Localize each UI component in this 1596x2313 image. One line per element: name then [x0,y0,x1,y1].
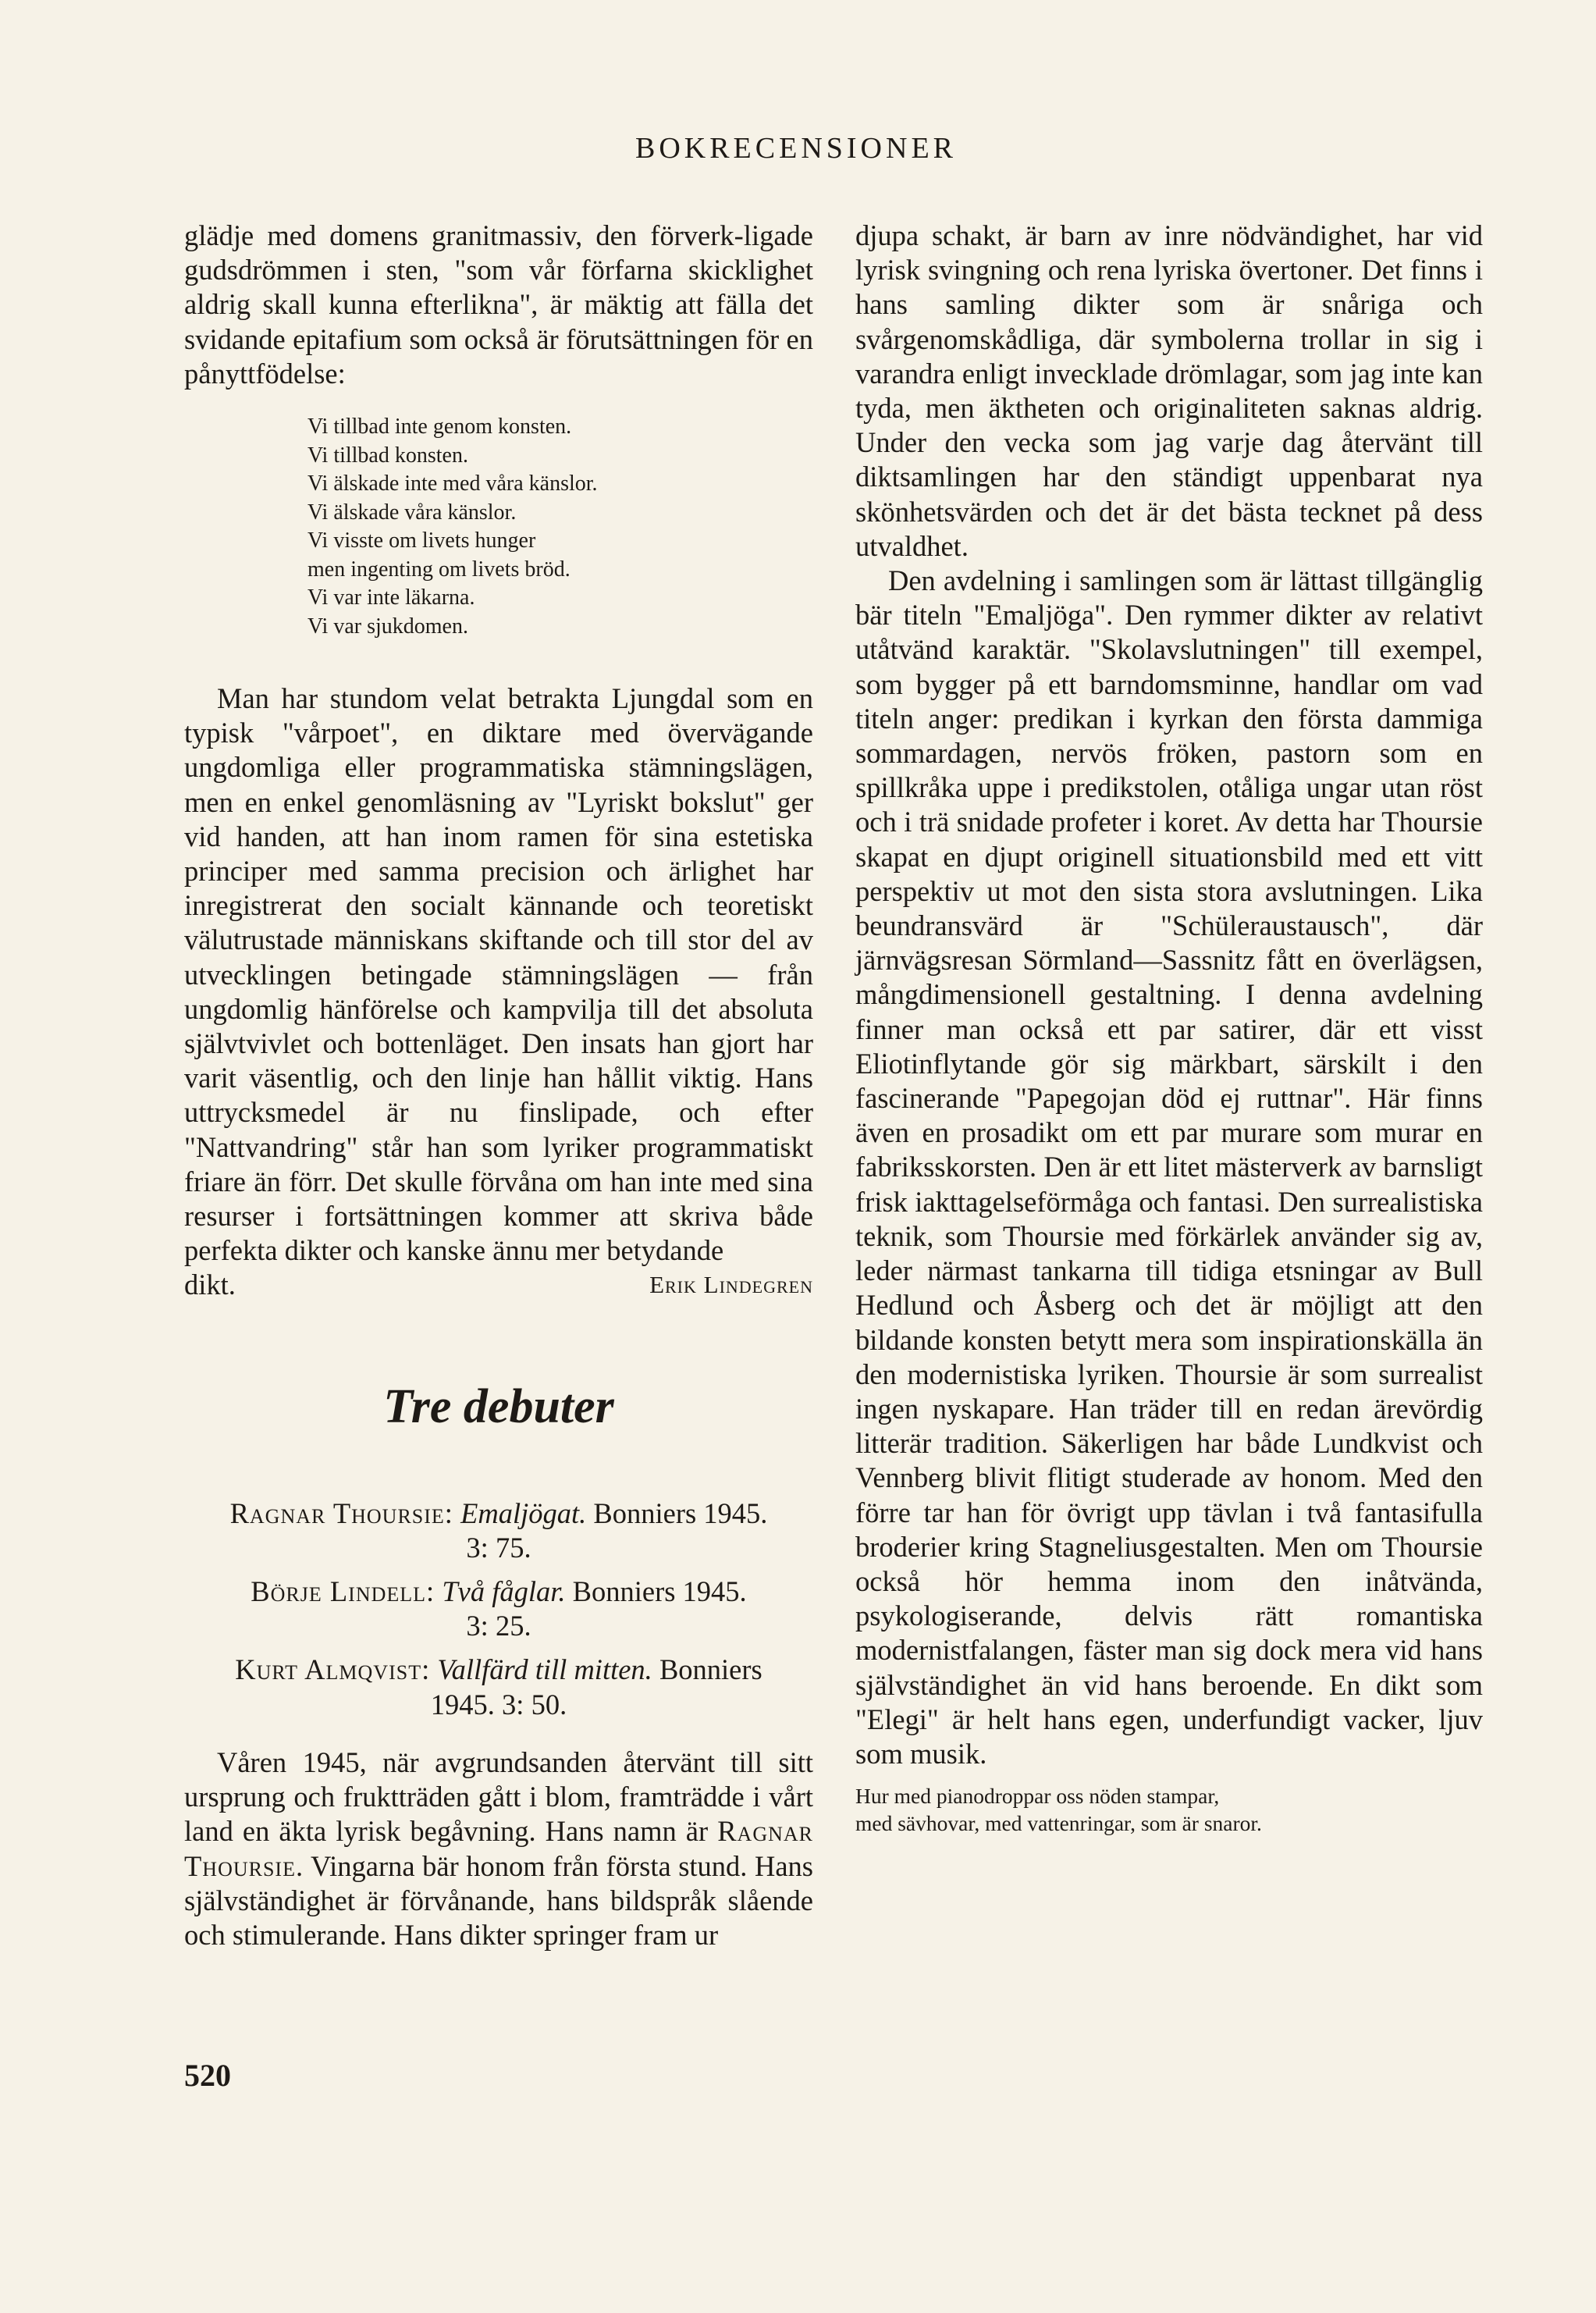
left-column [184,219,813,1952]
reviewer-signature: Erik Lindegren [649,1271,813,1299]
paragraph-djupa: djupa schakt, är barn av inre nödvändighet, har vid lyrisk svingning och rena lyriska övertoner. Det finns i hans samling dikter som är snåriga och svårgenomskådliga, där symbolerna trollar in sig i varandra enligt invecklade drömlagar, som jag inte kan tyda, men äktheten och originaliteten saknas aldrig. Under den vecka som jag varje dag återvänt till diktsamlingen har den ständigt uppenbarat nya skönhetsvärden och det är det bästa tecknet på dess utvaldhet. [855,219,1483,562]
book-price: 3: 25. [466,1610,531,1642]
section-title: Tre debuter [383,1379,614,1433]
paragraph-glädje: glädje med domens granitmassiv, den förverk-ligade gudsdrömmen i sten, "som vår förfarna skicklighet aldrig skall kunna efterlikna", är mäktig att fälla det svidande epitafium som också är förutsättningen för en pånyttfödelse: [184,219,813,390]
book-entry-lindell [184,1575,813,1643]
closing-word: dikt. [184,1269,236,1301]
verse-line: med sävhovar, med vattenringar, som är snaror. [855,1811,1262,1836]
book-author: Kurt Almqvist: [235,1653,431,1686]
book-title: Två fåglar. [442,1575,566,1608]
verse-line: Hur med pianodroppar oss nöden stampar, [855,1784,1220,1809]
book-author: Börje Lindell: [251,1575,435,1608]
poem-line: Vi älskade inte med våra känslor. [307,471,598,496]
paragraph-ljungdal: Man har stundom velat betrakta Ljungdal som en typisk "vårpoet", en diktare med övervägande ungdomliga eller programmatiska stämningslägen, men en enkel genomläsning av "Lyriskt bokslut" ger vid handen, att han inom ramen för sina estetiska principer med samma precision och ärlighet har inregistrerat den socialt kännande och teoretiskt välutrustade människans skiftande och till stor del av utvecklingen betingade stämningslägen — från ungdomlig hänförelse och kampvilja till det absoluta självtvivlet och bottenläget. Den insats han gjort har varit väsentlig, och den linje han hållit viktig. Hans uttrycksmedel är nu finslipade, och efter "Nattvandring" står han som lyriker programmatiskt friare än förr. Det skulle förvåna om han inte med sina resurser i fortsättningen kommer att skriva både perfekta dikter och kanske ännu mer betydande [184,682,813,1267]
page-number: 520 [184,2058,231,2093]
book-entry-thoursie [184,1496,813,1565]
poem-quote [307,413,813,641]
poem-line: Vi var inte läkarna. [307,585,475,610]
book-title: Vallfärd till mitten. [437,1653,652,1686]
paragraph-varen [184,1745,813,1952]
book-entry-almqvist [184,1653,813,1721]
poem-line: men ingenting om livets bröd. [307,557,571,582]
poem-line: Vi tillbad konsten. [307,443,468,468]
book-publisher: Bonniers [659,1653,762,1686]
right-column [855,219,1483,1837]
verse-quote [855,1782,1483,1837]
paragraph-avdelning: Den avdelning i samlingen som är lättast tillgänglig bär titeln "Emaljöga". Den rymmer dikter av relativt utåtvänd karaktär. "Skolavslutningen" till exempel, som bygger på ett barndomsminne, handlar om vad titeln anger: predikan i kyrkan den första dammiga sommardagen, nervös fröken, pastorn som en spillkråka uppe i predikstolen, otåliga ungar utan röst och i trä snidade profeter i koret. Av detta har Thoursie skapat en djupt originell situationsbild med ett vitt perspektiv ut mot den sista stora avslutningen. Lika beundransvärd är "Schüleraustausch", där järnvägsresan Sörmland—Sassnitz fått en överlägsen, mångdimensionell gestaltning. I denna avdelning finner man också ett par satirer, där ett visst Eliotinflytande gör sig märkbart, särskilt i den fascinerande "Papegojan död ej ruttnar". Här finns även en prosadikt om ett par murare som murar en fabriksskorsten. Den är ett litet mästerverk av barnsligt frisk iakttagelseförmåga och fantasi. Den surrealistiska teknik, som Thoursie med förkärlek använder sig av, leder närmast tankarna till tidiga etsningar av Bull Hedlund och Åsberg och det är möjligt att den bildande konsten betytt mera som inspirationskälla än den modernistiska lyriken. Thoursie är som surrealist ingen nyskapare. Han träder till en redan ärevördig litterär tradition. Säkerligen har både Lundkvist och Vennberg blivit flitigt studerade av honom. Med den förre tar han för övrigt upp tävlan i två fantasifulla broderier kring Stagneliusgestalten. Men om Thoursie också hör hemma inom den inåtvända, psykologiserande, delvis rätt romantiska modernistfalangen, fäster man sig dock mera vid hans självständighet än vid hans beroende. En dikt som "Elegi" är helt hans egen, underfundigt vacker, ljuv som musik. [855,564,1483,1770]
poem-line: Vi var sjukdomen. [307,614,468,639]
paragraph-text: Vingarna bär honom från första stund. Hans självständighet är förvånande, hans bildspråk slående och stimulerande. Hans dikter springer fram ur [184,1849,813,1951]
author-name: Ragnar Thoursie. [184,1815,813,1882]
book-publisher: Bonniers 1945. [593,1496,768,1529]
closing-row [184,1268,813,1302]
paragraph-text: Våren 1945, när avgrundsanden återvänt till sitt ursprung och fruktträden gått i blom, framträdde i vårt land en äkta lyrisk begåvning. Hans namn är [184,1745,813,1848]
book-price: 3: 75. [466,1531,531,1564]
book-publisher: Bonniers 1945. [572,1575,747,1608]
book-title: Emaljögat. [460,1496,587,1529]
book-author: Ragnar Thoursie: [229,1496,453,1529]
poem-line: Vi visste om livets hunger [307,528,536,553]
book-price: 1945. 3: 50. [430,1688,567,1721]
running-header: BOKRECENSIONER [634,132,958,165]
poem-line: Vi älskade våra känslor. [307,500,517,525]
poem-line: Vi tillbad inte genom konsten. [307,415,572,439]
